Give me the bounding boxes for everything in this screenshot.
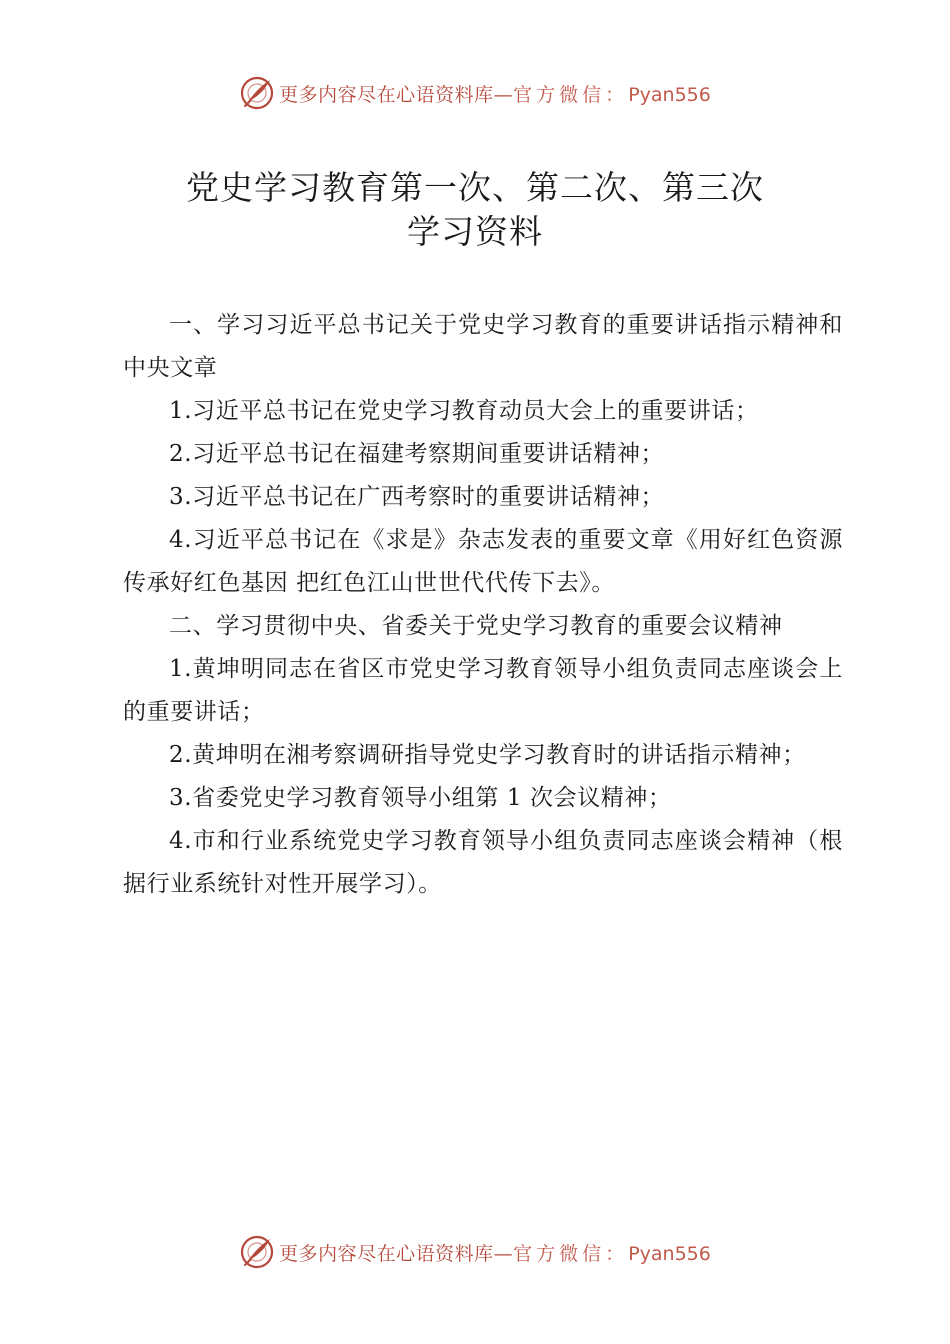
document-body: [123, 304, 843, 906]
list-item: 2.习近平总书记在福建考察期间重要讲话精神；: [169, 441, 665, 467]
watermark-wechat-id: Pyan556: [628, 1242, 711, 1265]
watermark-main: 更多内容尽在心语资料库: [279, 83, 494, 106]
watermark-wechat-label: 官方微信：: [513, 83, 629, 106]
watermark-main: 更多内容尽在心语资料库: [279, 1242, 494, 1265]
quill-logo-icon: [239, 75, 275, 111]
title-line-1: 党史学习教育第一次、第二次、第三次: [186, 168, 764, 207]
watermark-text: [279, 80, 711, 107]
section-heading-1: 一、学习习近平总书记关于党史学习教育的重要讲话指示精神和中央文章: [123, 312, 843, 381]
document-title: [0, 166, 950, 254]
footer-watermark: [0, 1232, 950, 1272]
watermark-wechat-label: 官方微信：: [513, 1242, 629, 1265]
list-item: 4.市和行业系统党史学习教育领导小组负责同志座谈会精神（根据行业系统针对性开展学习）。: [123, 828, 843, 897]
list-item: 1.习近平总书记在党史学习教育动员大会上的重要讲话；: [169, 398, 759, 424]
title-line-2: 学习资料: [407, 212, 543, 251]
watermark-text: [279, 1239, 711, 1266]
list-item: 3.省委党史学习教育领导小组第 1 次会议精神；: [169, 785, 672, 811]
list-item: 3.习近平总书记在广西考察时的重要讲话精神；: [169, 484, 665, 510]
list-item: 4.习近平总书记在《求是》杂志发表的重要文章《用好红色资源 传承好红色基因 把红色江山世世代代传下去》。: [123, 527, 843, 596]
watermark-wechat-id: Pyan556: [628, 83, 711, 106]
list-item: 1.黄坤明同志在省区市党史学习教育领导小组负责同志座谈会上的重要讲话；: [123, 656, 843, 725]
quill-logo-icon: [239, 1234, 275, 1270]
section-heading-2: 二、学习贯彻中央、省委关于党史学习教育的重要会议精神: [169, 613, 783, 639]
watermark-separator: —: [493, 83, 514, 106]
header-watermark: [0, 73, 950, 113]
list-item: 2.黄坤明在湘考察调研指导党史学习教育时的讲话指示精神；: [169, 742, 806, 768]
watermark-separator: —: [493, 1242, 514, 1265]
